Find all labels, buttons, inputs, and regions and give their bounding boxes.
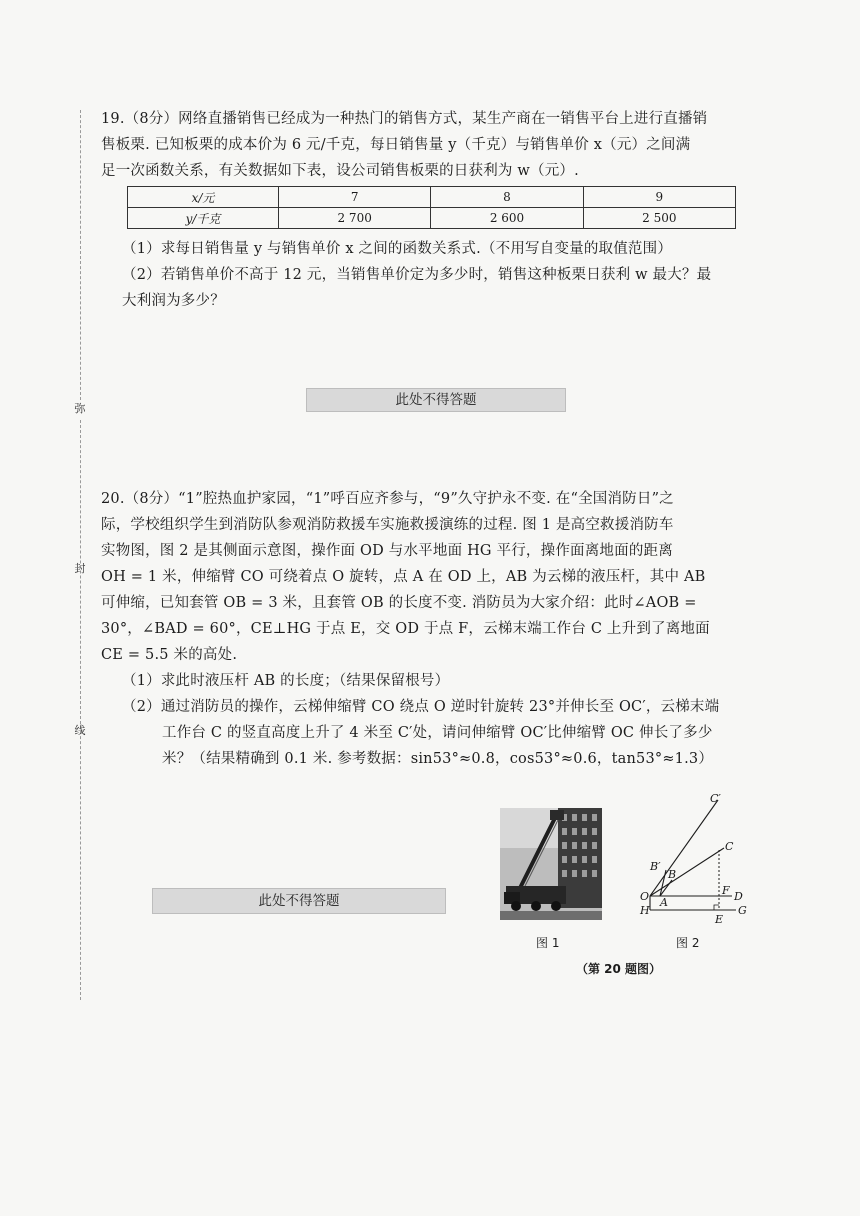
figure-group-caption: （第 20 题图）: [576, 962, 662, 976]
table-cell: 2 600: [431, 208, 583, 229]
binding-dashed-line: [80, 110, 81, 400]
q20-line-2: 际，学校组织学生到消防队参观消防救援车实施救援演练的过程. 图 1 是高空救援消防车: [101, 517, 674, 533]
q19-sub-2a: （2）若销售单价不高于 12 元，当销售单价定为多少时，销售这种板栗日获利 w 最大？最: [122, 267, 712, 283]
line-OC-prime: [650, 800, 718, 896]
table-cell: 2 700: [279, 208, 431, 229]
fire-truck-photo-icon: [500, 808, 602, 920]
q20-sub-2c: 米？（结果精确到 0.1 米. 参考数据：sin53°≈0.8，cos53°≈0.6，tan53°≈1.3）: [162, 751, 714, 767]
figure-2-caption: 图 2: [676, 936, 700, 950]
label-B-prime: B′: [650, 860, 661, 873]
label-C: C: [725, 840, 734, 853]
table-cell: x/元: [128, 187, 279, 208]
q19-line-1: 19.（8分）网络直播销售已经成为一种热门的销售方式，某生产商在一销售平台上进行直播销: [101, 111, 708, 127]
label-A: A: [660, 896, 668, 909]
table-cell: y/千克: [128, 208, 279, 229]
binding-char-xian: 线: [74, 724, 86, 737]
q20-line-7: CE = 5.5 米的高处.: [101, 647, 238, 663]
q20-line-3: 实物图，图 2 是其侧面示意图，操作面 OD 与水平地面 HG 平行，操作面离地面的距离: [101, 543, 673, 559]
table-cell: 8: [431, 187, 583, 208]
q20-sub-1: （1）求此时液压杆 AB 的长度；（结果保留根号）: [122, 673, 450, 689]
q20-sub-2a: （2）通过消防员的操作，云梯伸缩臂 CO 绕点 O 逆时针旋转 23°并伸长至 OC′，云梯末端: [122, 699, 720, 715]
q20-line-5: 可伸缩，已知套管 OB = 3 米，且套管 OB 的长度不变. 消防员为大家介绍：此时∠AOB =: [101, 595, 697, 611]
table-row: [128, 208, 736, 229]
q19-sub-2b: 大利润为多少？: [122, 293, 225, 309]
q19-sub-1: （1）求每日销售量 y 与销售单价 x 之间的函数关系式.（不用写自变量的取值范围）: [122, 241, 673, 257]
q19-line-3: 足一次函数关系，有关数据如下表，设公司销售板栗的日获利为 w（元）.: [101, 163, 579, 179]
q19-data-table: [127, 186, 736, 229]
table-cell: 9: [583, 187, 735, 208]
label-H: H: [640, 904, 650, 917]
table-row: [128, 187, 736, 208]
label-C-prime: C′: [710, 792, 721, 805]
fire-truck-photo: [500, 808, 602, 920]
q20-line-4: OH = 1 米，伸缩臂 CO 可绕着点 O 旋转，点 A 在 OD 上，AB 为云梯的液压杆，其中 AB: [101, 569, 706, 585]
q20-sub-2b: 工作台 C 的竖直高度上升了 4 米至 C′处，请问伸缩臂 OC′比伸缩臂 OC 伸长了多少: [162, 725, 713, 741]
fire-ladder-diagram: [620, 786, 760, 936]
figure-1-caption: 图 1: [536, 936, 560, 950]
q20-line-6: 30°，∠BAD = 60°，CE⊥HG 于点 E，交 OD 于点 F，云梯末端工作台 C 上升到了离地面: [101, 621, 710, 637]
right-angle-mark: [714, 905, 719, 910]
binding-dashed-line: [80, 420, 81, 1000]
label-O: O: [640, 890, 650, 903]
binding-char-feng: 封: [74, 562, 86, 575]
label-B: B: [668, 868, 677, 881]
table-cell: 2 500: [583, 208, 735, 229]
label-D: D: [734, 890, 743, 903]
q20-line-1: 20.（8分）“1”腔热血护家园，“1”呼百应齐参与，“9”久守护永不变. 在“全国消防日”之: [101, 491, 674, 507]
table-cell: 7: [279, 187, 431, 208]
label-F: F: [722, 884, 730, 897]
no-answer-zone-2: 此处不得答题: [152, 888, 446, 914]
binding-char-mi: 弥: [74, 402, 86, 415]
label-G: G: [738, 904, 747, 917]
q19-line-2: 售板栗. 已知板栗的成本价为 6 元/千克，每日销售量 y（千克）与销售单价 x（元）之间满: [101, 137, 691, 153]
no-answer-zone-1: 此处不得答题: [306, 388, 566, 412]
label-E: E: [715, 913, 724, 926]
